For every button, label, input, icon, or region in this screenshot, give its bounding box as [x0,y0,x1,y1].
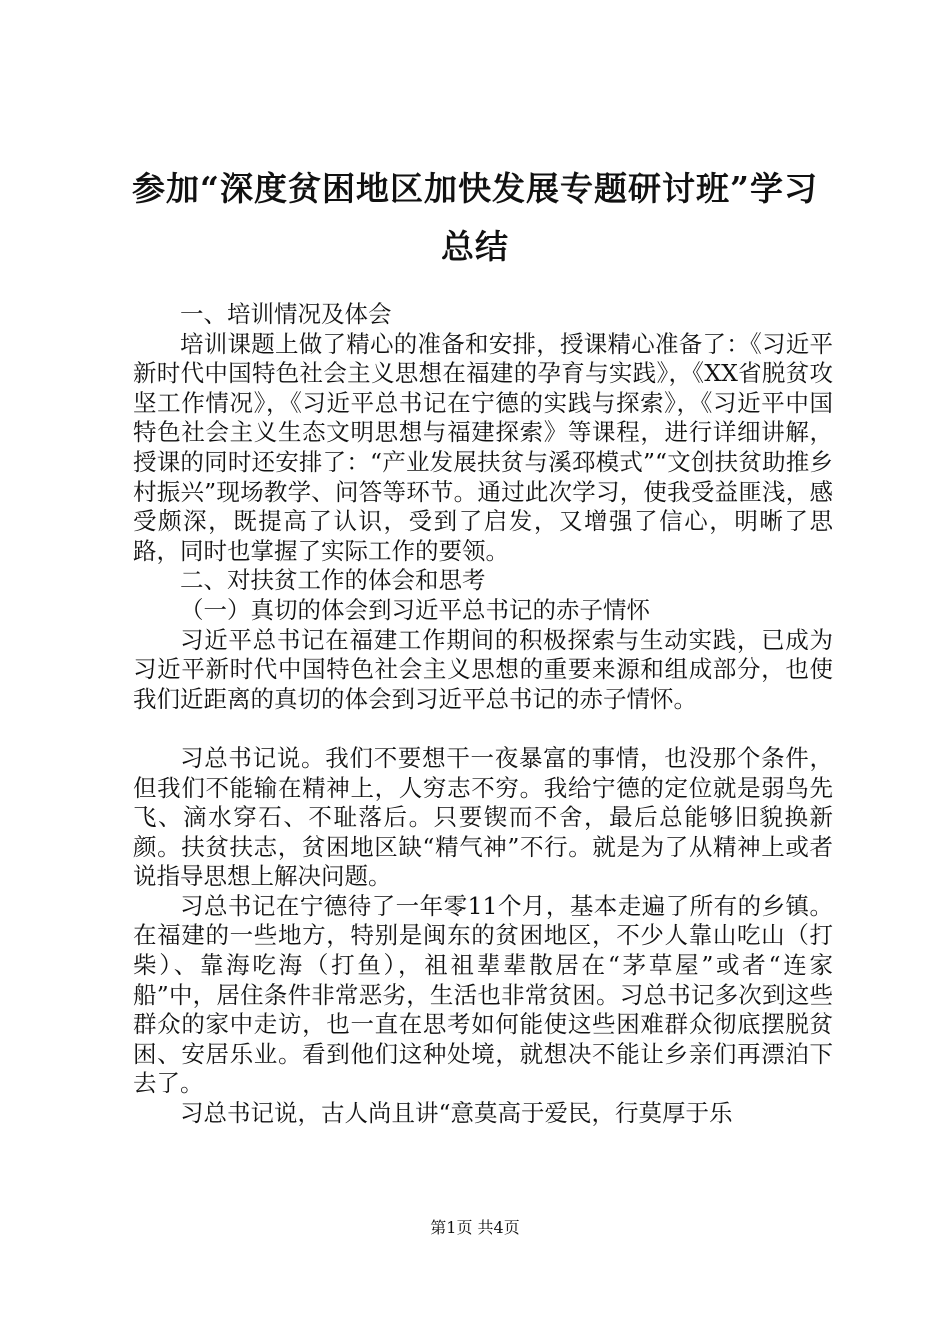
paragraph-4: 习总书记在宁德待了一年零11个月，基本走遍了所有的乡镇。在福建的一些地方，特别是闽东的贫困地区，不少人靠山吃山（打柴）、靠海吃海（打鱼），祖祖辈辈散居在“茅草屋”或者“连家船”中，居住条件非常恶劣，生活也非常贫困。习总书记多次到这些群众的家中走访，也一直在思考如何能使这些困难群众彻底摆脱贫困、安居乐业。看到他们这种处境，就想决不能让乡亲们再漂泊下去了。 [133,891,833,1098]
paragraph-3: 习总书记说。我们不要想干一夜暴富的事情，也没那个条件，但我们不能输在精神上，人穷志不穷。我给宁德的定位就是弱鸟先飞、滴水穿石、不耻落后。只要锲而不舍，最后总能够旧貌换新颜。扶贫扶志，贫困地区缺“精气神”不行。就是为了从精神上或者说指导思想上解决问题。 [133,743,833,891]
document-body [133,300,833,1129]
paragraph-1: 培训课题上做了精心的准备和安排，授课精心准备了：《习近平新时代中国特色社会主义思想在福建的孕育与实践》，《XX省脱贫攻坚工作情况》，《习近平总书记在宁德的实践与探索》，《习近平中国特色社会主义生态文明思想与福建探索》等课程，进行详细讲解，授课的同时还安排了：“产业发展扶贫与溪邳模式”“文创扶贫助推乡村振兴”现场教学、问答等环节。通过此次学习，使我受益匪浅，感受颇深，既提高了认识，受到了启发，又增强了信心，明晰了思路，同时也掌握了实际工作的要领。 [133,329,833,565]
paragraph-gap [133,714,833,744]
document-title: 参加“深度贫困地区加快发展专题研讨班”学习总结 [132,169,818,266]
paragraph-2: 习近平总书记在福建工作期间的积极探索与生动实践，已成为习近平新时代中国特色社会主义思想的重要来源和组成部分，也使我们近距离的真切的体会到习近平总书记的赤子情怀。 [133,625,833,713]
subsection-heading-1: （一）真切的体会到习近平总书记的赤子情怀 [180,595,650,624]
paragraph-5: 习总书记说，古人尚且讲“意莫高于爱民，行莫厚于乐 [180,1099,733,1128]
page-footer: 第1页 共4页 [430,1218,520,1237]
section-heading-1: 一、培训情况及体会 [180,300,392,328]
section-heading-2: 二、对扶贫工作的体会和思考 [180,566,486,595]
